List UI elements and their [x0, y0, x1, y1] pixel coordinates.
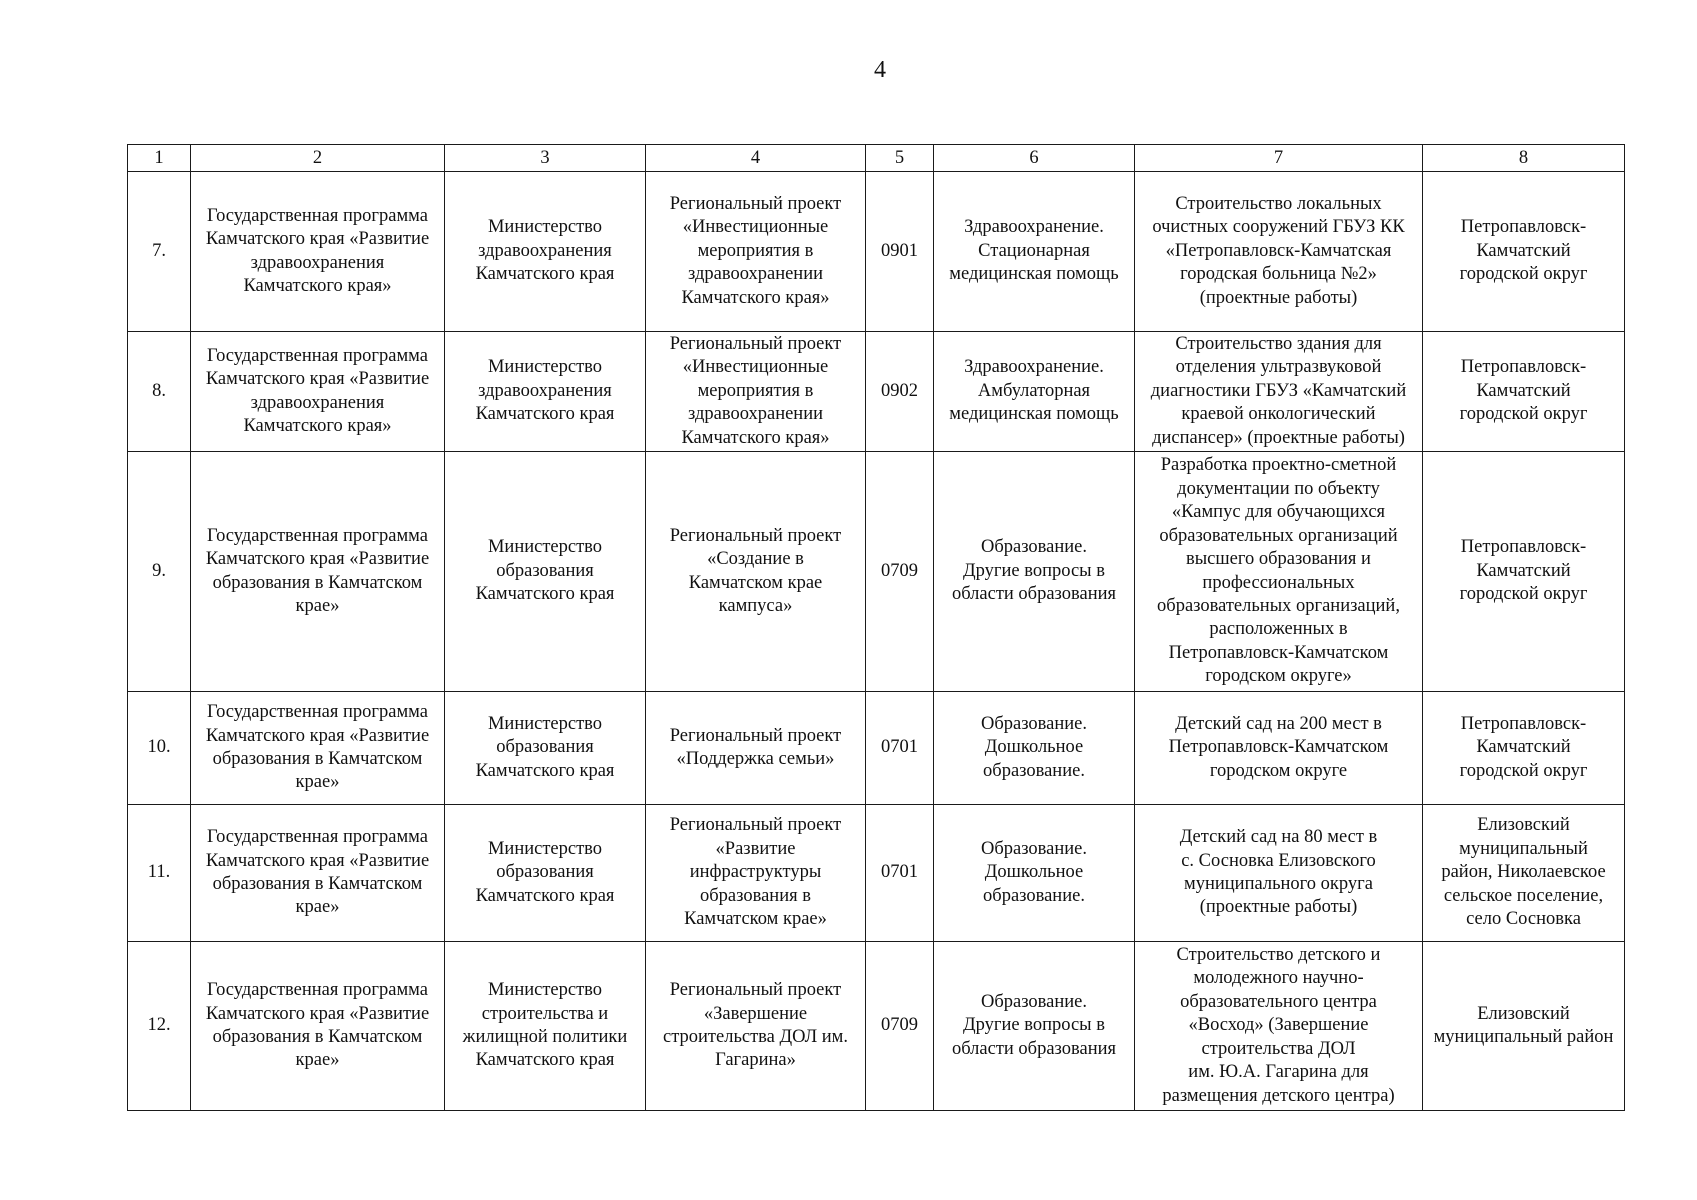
cell-line: «Создание в — [707, 549, 804, 570]
cell-line: строительства и — [481, 1003, 609, 1024]
cell-line: Камчатском крае» — [684, 909, 827, 930]
table-row — [128, 942, 1625, 1111]
cell-line: мероприятия в — [697, 380, 814, 401]
cell-line: здравоохранения — [250, 252, 385, 273]
cell-line: «Завершение — [703, 1003, 808, 1024]
cell-line: крае» — [295, 1050, 340, 1071]
cell-line: Государственная программа — [207, 205, 428, 226]
cell-line: диспансер» (проектные работы) — [1152, 427, 1405, 448]
cell-line: Камчатского края — [475, 264, 615, 285]
cell-line: образования — [496, 560, 594, 581]
cell-line: Другие вопросы в — [963, 560, 1105, 581]
cell-line: медицинская помощь — [949, 404, 1119, 425]
cell-line: здравоохранении — [687, 264, 824, 285]
table-row — [128, 172, 1625, 332]
budget-code-cell: 0902 — [866, 332, 934, 452]
cell-line: документации по объекту — [1177, 478, 1380, 499]
cell-line: Елизовский — [1477, 1003, 1570, 1024]
cell-line: строительства ДОЛ — [1201, 1038, 1356, 1059]
executor-cell — [445, 692, 646, 805]
cell-line: городской округ — [1459, 404, 1588, 425]
executor-cell — [445, 172, 646, 332]
cell-line: село Сосновка — [1466, 909, 1581, 930]
regional-project-cell — [646, 332, 866, 452]
cell-line: Здравоохранение. — [964, 217, 1104, 238]
location-cell — [1423, 805, 1625, 942]
cell-line: Государственная программа — [207, 980, 428, 1001]
cell-line: строительства ДОЛ им. — [663, 1027, 848, 1047]
cell-line: Детский сад на 80 мест в — [1179, 827, 1378, 848]
cell-line: жилищной политики — [462, 1027, 628, 1047]
budget-section-cell — [934, 452, 1135, 692]
cell-line: краевой онкологический — [1181, 404, 1376, 425]
cell-line: Петропавловск- — [1460, 217, 1587, 238]
cell-line: «Развитие — [715, 838, 796, 859]
cell-line: Гагарина» — [715, 1050, 796, 1071]
construction-object-cell — [1135, 172, 1423, 332]
cell-line: Строительство локальных — [1175, 193, 1382, 214]
row-number-cell: 11. — [128, 805, 191, 942]
cell-line: Камчатского края» — [243, 415, 392, 436]
cell-line: городской округ — [1459, 760, 1588, 781]
cell-line: образования — [496, 737, 594, 758]
cell-line: Образование. — [980, 991, 1088, 1012]
row-number-cell: 9. — [128, 452, 191, 692]
cell-line: Петропавловск-Камчатском — [1168, 642, 1389, 663]
cell-line: Камчатского края» — [243, 275, 392, 296]
cell-line: муниципальный — [1459, 838, 1588, 859]
cell-line: образование. — [983, 760, 1085, 781]
construction-object-cell — [1135, 332, 1423, 452]
cell-line: муниципальный район — [1433, 1027, 1614, 1047]
executor-cell — [445, 452, 646, 692]
construction-object-cell — [1135, 452, 1423, 692]
cell-line: Региональный проект — [669, 815, 842, 836]
cell-line: Другие вопросы в — [963, 1015, 1105, 1036]
cell-line: Камчатского края — [475, 1050, 615, 1071]
cell-line: образования в Камчатском — [212, 874, 423, 894]
cell-line: инфраструктуры — [689, 862, 822, 883]
column-number: 1 — [128, 145, 191, 172]
executor-cell — [445, 332, 646, 452]
cell-line: крае» — [295, 595, 340, 616]
cell-line: Камчатский — [1476, 737, 1571, 758]
state-program-cell — [191, 332, 445, 452]
cell-line: Государственная программа — [207, 345, 428, 366]
column-number: 7 — [1135, 145, 1423, 172]
cell-line: Елизовский — [1477, 815, 1570, 836]
cell-line: молодежного научно- — [1193, 968, 1364, 989]
cell-line: «Кампус для обучающихся — [1171, 502, 1386, 523]
budget-section-cell — [934, 805, 1135, 942]
cell-line: образования в Камчатском — [212, 572, 423, 593]
cell-line: «Инвестиционные — [682, 357, 829, 378]
cell-line: городском округе» — [1205, 666, 1352, 687]
location-cell — [1423, 452, 1625, 692]
cell-line: с. Сосновка Елизовского — [1181, 850, 1376, 871]
cell-line: Камчатского края «Развитие — [205, 229, 430, 250]
budget-code-cell: 0701 — [866, 692, 934, 805]
cell-line: Строительство детского и — [1176, 945, 1381, 966]
row-number-cell: 8. — [128, 332, 191, 452]
cell-line: Образование. — [980, 713, 1088, 734]
cell-line: Строительство здания для — [1175, 333, 1382, 354]
cell-line: медицинская помощь — [949, 264, 1119, 285]
cell-line: образования в Камчатском — [212, 749, 423, 769]
cell-line: кампуса» — [718, 595, 793, 616]
row-number-cell: 10. — [128, 692, 191, 805]
cell-line: Дошкольное — [984, 737, 1084, 758]
regional-project-cell — [646, 942, 866, 1111]
cell-line: (проектные работы) — [1199, 287, 1358, 308]
column-number: 6 — [934, 145, 1135, 172]
cell-line: «Поддержка семьи» — [676, 749, 835, 769]
executor-cell — [445, 942, 646, 1111]
budget-code-cell: 0701 — [866, 805, 934, 942]
table-row — [128, 332, 1625, 452]
cell-line: Петропавловск-Камчатском — [1168, 737, 1389, 758]
location-cell — [1423, 172, 1625, 332]
cell-line: (проектные работы) — [1199, 897, 1358, 918]
cell-line: крае» — [295, 772, 340, 793]
cell-line: Камчатском крае — [688, 572, 823, 593]
cell-line: Здравоохранение. — [964, 357, 1104, 378]
construction-object-cell — [1135, 805, 1423, 942]
cell-line: Петропавловск- — [1460, 357, 1587, 378]
cell-line: образовательных организаций, — [1157, 595, 1400, 616]
cell-line: им. Ю.А. Гагарина для — [1188, 1062, 1369, 1083]
cell-line: Камчатского края «Развитие — [205, 1003, 430, 1024]
cell-line: Камчатского края «Развитие — [205, 725, 430, 746]
cell-line: «Восход» (Завершение — [1188, 1015, 1369, 1036]
table-row — [128, 805, 1625, 942]
cell-line: отделения ультразвуковой — [1175, 357, 1382, 378]
cell-line: Образование. — [980, 537, 1088, 558]
cell-line: расположенных в — [1209, 619, 1348, 640]
regional-project-cell — [646, 692, 866, 805]
column-number: 5 — [866, 145, 934, 172]
state-program-cell — [191, 692, 445, 805]
cell-line: Региональный проект — [669, 333, 842, 354]
executor-cell — [445, 805, 646, 942]
cell-line: области образования — [951, 584, 1117, 605]
cell-line: очистных сооружений ГБУЗ КК — [1152, 217, 1405, 238]
cell-line: образовательных организаций — [1159, 525, 1398, 546]
cell-line: Министерство — [487, 537, 603, 558]
location-cell — [1423, 692, 1625, 805]
cell-line: Министерство — [487, 357, 603, 378]
state-program-cell — [191, 805, 445, 942]
column-number: 3 — [445, 145, 646, 172]
cell-line: Образование. — [980, 838, 1088, 859]
construction-object-cell — [1135, 942, 1423, 1111]
column-number: 4 — [646, 145, 866, 172]
cell-line: крае» — [295, 897, 340, 918]
location-cell — [1423, 332, 1625, 452]
cell-line: Камчатского края — [475, 760, 615, 781]
table-row — [128, 452, 1625, 692]
cell-line: Стационарная — [978, 240, 1090, 261]
state-program-cell — [191, 452, 445, 692]
cell-line: Камчатский — [1476, 380, 1571, 401]
budget-code-cell: 0901 — [866, 172, 934, 332]
cell-line: Министерство — [487, 980, 603, 1001]
column-number: 8 — [1423, 145, 1625, 172]
state-program-cell — [191, 172, 445, 332]
cell-line: Камчатского края «Развитие — [205, 549, 430, 570]
table-row — [128, 692, 1625, 805]
cell-line: диагностики ГБУЗ «Камчатский — [1150, 380, 1407, 401]
regional-project-cell — [646, 172, 866, 332]
cell-line: Региональный проект — [669, 725, 842, 746]
cell-line: Дошкольное — [984, 862, 1084, 883]
objects-table — [127, 144, 1625, 1111]
cell-line: здравоохранения — [478, 380, 612, 401]
cell-line: Государственная программа — [207, 702, 428, 723]
budget-section-cell — [934, 692, 1135, 805]
cell-line: Камчатского края — [475, 584, 615, 605]
cell-line: Детский сад на 200 мест в — [1175, 713, 1382, 734]
cell-line: здравоохранения — [250, 392, 385, 413]
cell-line: сельское поселение, — [1443, 885, 1604, 906]
construction-object-cell — [1135, 692, 1423, 805]
state-program-cell — [191, 942, 445, 1111]
cell-line: Региональный проект — [669, 525, 842, 546]
cell-line: городском округе — [1209, 760, 1348, 781]
cell-line: Камчатского края» — [681, 427, 830, 448]
cell-line: «Петропавловск-Камчатская — [1165, 240, 1392, 261]
cell-line: здравоохранения — [478, 240, 612, 261]
cell-line: образование. — [983, 885, 1085, 906]
budget-section-cell — [934, 332, 1135, 452]
cell-line: размещения детского центра) — [1162, 1085, 1395, 1106]
cell-line: образовательного центра — [1180, 991, 1377, 1012]
cell-line: образования в — [700, 885, 811, 906]
row-number-cell: 12. — [128, 942, 191, 1111]
cell-line: городская больница №2» — [1180, 264, 1377, 285]
cell-line: Камчатского края» — [681, 287, 830, 308]
column-number: 2 — [191, 145, 445, 172]
cell-line: район, Николаевское — [1441, 862, 1606, 883]
budget-section-cell — [934, 942, 1135, 1111]
cell-line: Петропавловск- — [1460, 713, 1587, 734]
cell-line: Камчатского края «Развитие — [205, 369, 430, 390]
cell-line: городской округ — [1459, 584, 1588, 605]
cell-line: Камчатского края «Развитие — [205, 850, 430, 871]
cell-line: Региональный проект — [669, 193, 842, 214]
budget-code-cell: 0709 — [866, 942, 934, 1111]
cell-line: Петропавловск- — [1460, 537, 1587, 558]
cell-line: Государственная программа — [207, 827, 428, 848]
cell-line: Министерство — [487, 838, 603, 859]
budget-code-cell: 0709 — [866, 452, 934, 692]
cell-line: Камчатский — [1476, 560, 1571, 581]
cell-line: Министерство — [487, 217, 603, 238]
cell-line: области образования — [951, 1038, 1117, 1059]
regional-project-cell — [646, 805, 866, 942]
page-number: 4 — [874, 57, 886, 83]
column-number-row — [128, 145, 1625, 172]
cell-line: профессиональных — [1202, 572, 1355, 593]
cell-line: Камчатского края — [475, 885, 615, 906]
location-cell — [1423, 942, 1625, 1111]
cell-line: Камчатского края — [475, 404, 615, 425]
cell-line: Региональный проект — [669, 980, 842, 1001]
cell-line: Амбулаторная — [977, 380, 1091, 401]
row-number-cell: 7. — [128, 172, 191, 332]
cell-line: Камчатский — [1476, 240, 1571, 261]
cell-line: Государственная программа — [207, 525, 428, 546]
cell-line: муниципального округа — [1184, 874, 1373, 894]
cell-line: городской округ — [1459, 264, 1588, 285]
cell-line: образования — [496, 862, 594, 883]
cell-line: Министерство — [487, 713, 603, 734]
cell-line: мероприятия в — [697, 240, 814, 261]
cell-line: высшего образования и — [1186, 549, 1371, 570]
cell-line: «Инвестиционные — [682, 217, 829, 238]
cell-line: образования в Камчатском — [212, 1027, 423, 1047]
budget-section-cell — [934, 172, 1135, 332]
regional-project-cell — [646, 452, 866, 692]
cell-line: Разработка проектно-сметной — [1160, 455, 1397, 476]
cell-line: здравоохранении — [687, 404, 824, 425]
